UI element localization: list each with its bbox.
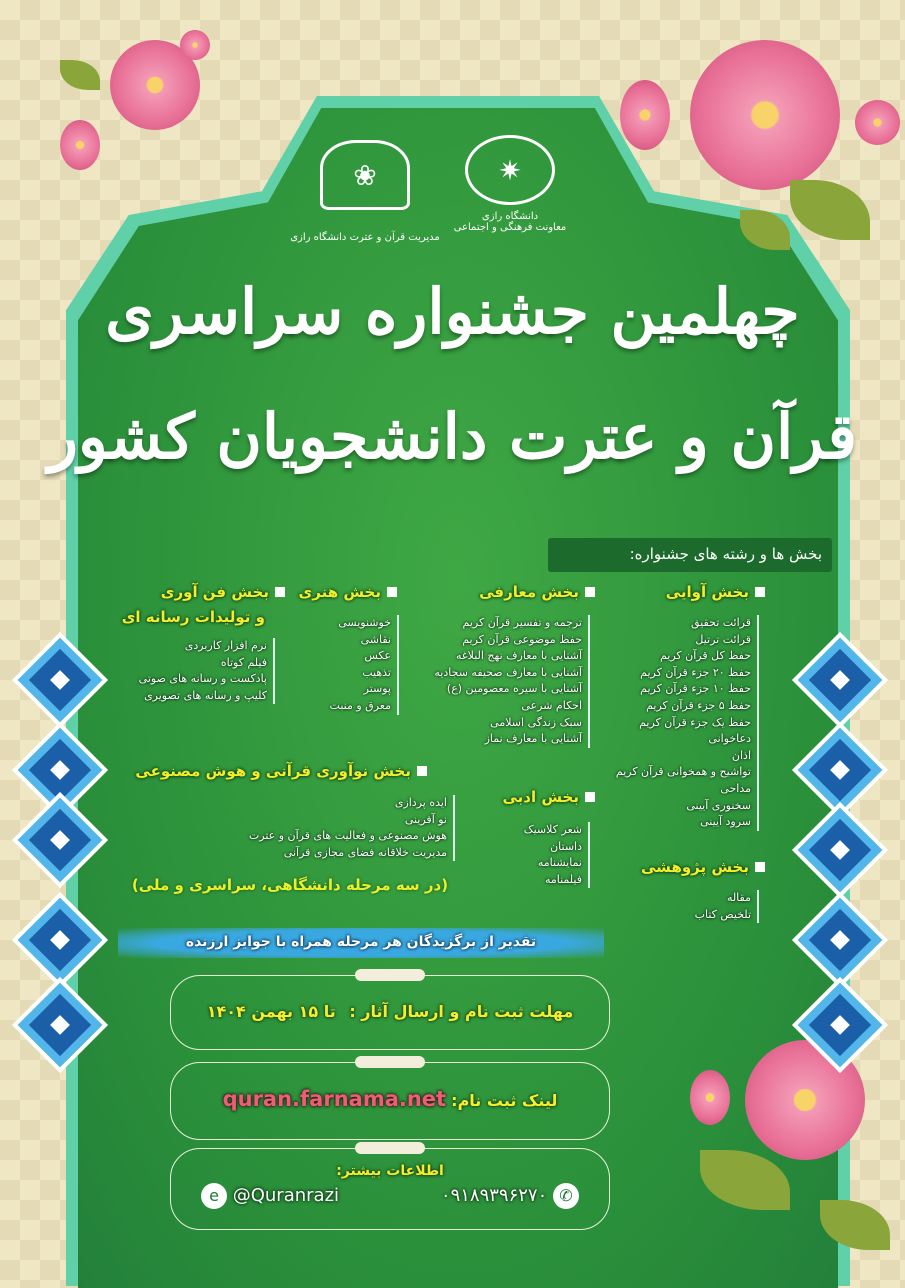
list-item: کلیپ و رسانه های تصویری [144,688,267,702]
contact-label: اطلاعات بیشتر: [336,1163,444,1179]
list-item: معرق و منبت [329,698,391,712]
awards-banner: تقدیر از برگزیدگان هر مرحله همراه با جوایز ارزنده [118,928,604,958]
contact-box [170,1148,610,1230]
deadline-value: تا ۱۵ بهمن ۱۴۰۴ [206,1002,336,1021]
title-line-2: قرآن و عترت دانشجویان کشور [47,400,858,473]
list-item: نو آفرینی [404,812,447,826]
list-item: سرود آیینی [700,815,751,829]
leaf-decoration [60,60,100,90]
flower-decoration [690,40,840,190]
list-item: حفظ ۱۰ جزء قرآن کریم [640,682,751,696]
flower-decoration [620,80,670,150]
list-item: نمایشنامه [537,856,582,870]
list-item: سخنوری آیینی [686,798,751,812]
section-title-pajooheshi: بخش پژوهشی [641,858,765,876]
list-item: ایده پردازی [394,796,447,809]
box-tab [355,1142,425,1154]
list-item: حفظ یک جزء قرآن کریم [639,715,751,729]
list-item: حفظ موضوعی قرآن کریم [462,632,582,646]
list-item: اذان [731,748,751,762]
list-item: تواشیح و همخوانی قرآن کریم [615,765,751,779]
list-item: آشنایی با معارف صحیفه سجادیه [434,665,582,679]
section-title-noavari: بخش نوآوری قرآنی و هوش مصنوعی [135,762,427,780]
list-item: مدیریت خلاقانه فضای مجازی قرآنی [283,845,447,859]
box-tab [355,969,425,981]
list-item: نرم افزار کاربردی [184,639,267,652]
list-item: پوستر [363,682,391,696]
list-item: قرائت تحقیق [691,616,751,629]
list-item: دعاخوانی [708,732,751,746]
phone-icon: ✆ [553,1183,579,1209]
list-noavari [249,795,455,861]
leaf-decoration [790,180,870,240]
list-item: تذهیب [362,665,391,679]
list-item: هوش مصنوعی و فعالیت های قرآن و عترت [248,829,447,843]
razi-emblem-icon: ✷ [465,135,555,205]
list-adabi [524,822,590,888]
list-item: نقاشی [360,632,391,646]
registration-link[interactable]: quran.farnama.net [222,1087,447,1111]
logo-name: مدیریت قرآن و عترت دانشگاه رازی [290,232,440,243]
phone-number: ۰۹۱۸۹۳۹۶۲۷۰ [440,1185,548,1206]
list-fanavari [139,638,275,704]
title-line-1: چهلمین جشنواره سراسری [105,275,800,348]
list-item: تلخیص کتاب [694,907,751,921]
section-title-fanavari: بخش فن آوری [161,583,285,601]
section-title-fanavari-2: و تولیدات رسانه ای [121,608,265,626]
registration-box [170,1062,610,1140]
eitaa-icon: e [201,1183,227,1209]
flower-decoration [180,30,210,60]
list-pajooheshi [695,890,759,923]
list-honari [330,615,399,715]
list-item: فیلم کوتاه [220,655,267,669]
section-title-avayi: بخش آوایی [666,583,765,601]
registration-label: لینک ثبت نام: [451,1091,558,1110]
list-item: شعر کلاسیک [523,823,582,836]
book-lotus-icon: ❀ [320,140,410,210]
sections-header: بخش ها و رشته های جشنواره: [548,538,832,572]
box-tab [355,1056,425,1068]
list-item: مقاله [726,891,751,904]
list-item: آشنایی با معارف نماز [484,732,582,746]
social-handle: @Quranrazi [232,1185,340,1206]
flower-decoration [855,100,900,145]
logo-name: دانشگاه رازی [481,211,539,222]
section-title-maarefi: بخش معارفی [479,583,595,601]
section-title-honari: بخش هنری [299,583,397,601]
list-item: حفظ کل قرآن کریم [659,649,751,663]
razi-university-logo [445,135,575,233]
flower-decoration [60,120,100,170]
section-title-adabi: بخش ادبی [502,788,595,806]
deadline-box [170,975,610,1050]
logo-subtitle: معاونت فرهنگی و اجتماعی [453,222,567,233]
stages-note: (در سه مرحله دانشگاهی، سراسری و ملی) [131,876,449,894]
list-item: خوشنویسی [338,616,391,629]
quran-office-logo [285,140,445,243]
list-item: قرائت ترتیل [695,632,751,646]
social-contact[interactable] [201,1183,339,1209]
list-item: سبک زندگی اسلامی [490,715,582,729]
list-item: فیلمنامه [544,872,582,886]
deadline-label: مهلت ثبت نام و ارسال آثار : [349,1002,574,1021]
flower-decoration [690,1070,730,1125]
list-item: آشنایی با معارف نهج البلاغه [455,649,582,663]
list-item: مداحی [720,781,751,795]
list-maarefi [434,615,590,748]
list-item: آشنایی با سیره معصومین (ع) [446,682,582,696]
list-item: احکام شرعی [521,698,582,712]
list-item: حفظ ۵ جزء قرآن کریم [646,698,751,712]
list-item: حفظ ۲۰ جزء قرآن کریم [640,665,751,679]
list-avayi [616,615,759,831]
list-item: عکس [364,649,391,663]
list-item: ترجمه و تفسیر قرآن کریم [462,616,582,629]
phone-contact[interactable] [441,1183,579,1209]
list-item: پادکست و رسانه های صوتی [138,672,267,686]
list-item: داستان [550,839,582,853]
